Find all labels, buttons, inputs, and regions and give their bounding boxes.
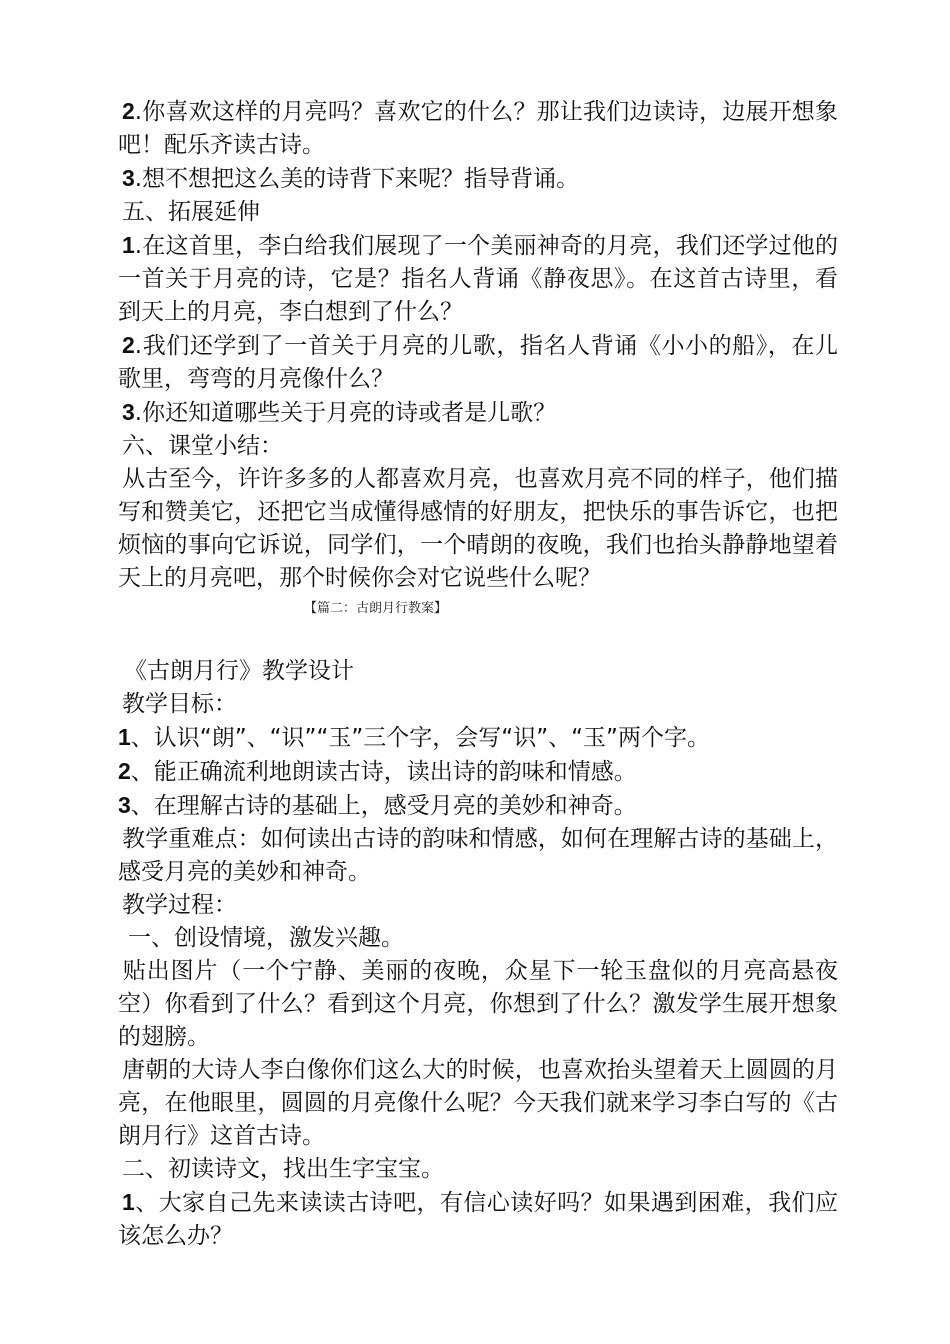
step-paragraph	[118, 955, 838, 1054]
step-heading-text: 一、创设情境，激发兴趣。	[128, 925, 404, 951]
item-number: 1	[122, 1189, 135, 1215]
item-text: .你还知道哪些关于月亮的诗或者是儿歌？	[134, 400, 557, 426]
summary-paragraph	[118, 463, 838, 595]
goals-heading	[118, 688, 838, 721]
step-paragraph	[118, 1054, 838, 1153]
list-item	[118, 789, 838, 823]
process-heading	[118, 889, 838, 922]
item-text: 、认识“朗”、“识”“玉”三个字，会写“识”、“玉”两个字。	[130, 725, 710, 751]
list-item	[118, 396, 838, 430]
item-text: .想不想把这么美的诗背下来呢？指导背诵。	[134, 166, 580, 192]
item-number: 2	[122, 332, 135, 358]
section-heading	[118, 430, 838, 463]
item-text: .你喜欢这样的月亮吗？喜欢它的什么？那让我们边读诗，边展开想象吧！配乐齐读古诗。	[118, 99, 838, 158]
design-title-text: 《古朗月行》教学设计	[124, 658, 354, 684]
list-item	[118, 95, 838, 162]
list-item	[118, 162, 838, 196]
list-item	[118, 329, 838, 396]
paragraph-text: 贴出图片（一个宁静、美丽的夜晚，众星下一轮玉盘似的月亮高悬夜空）你看到了什么？看到这个月亮，你想到了什么？激发学生展开想象的翅膀。	[118, 958, 838, 1050]
goals-heading-text: 教学目标：	[122, 691, 237, 717]
document-body	[118, 95, 838, 1253]
list-item	[118, 721, 838, 755]
section-heading-text: 五、拓展延伸	[122, 199, 260, 225]
design-title	[118, 655, 838, 688]
item-number: 3	[122, 399, 135, 425]
paragraph-text: 从古至今，许许多多的人都喜欢月亮，也喜欢月亮不同的样子，他们描写和赞美它，还把它当成懂得感情的好朋友，把快乐的事告诉它，也把烦恼的事向它诉说，同学们，一个晴朗的夜晚，我们也抬头静静地望着天上的月亮吧，那个时候你会对它说些什么呢？	[118, 466, 838, 591]
list-item	[118, 1186, 838, 1253]
item-text: .我们还学到了一首关于月亮的儿歌，指名人背诵《小小的船》，在儿歌里，弯弯的月亮像什么？	[118, 333, 838, 392]
paragraph-text: 唐朝的大诗人李白像你们这么大的时候，也喜欢抬头望着天上圆圆的月亮，在他眼里，圆圆的月亮像什么呢？今天我们就来学习李白写的《古朗月行》这首古诗。	[118, 1057, 838, 1149]
item-number: 2	[118, 758, 131, 784]
item-text: 、能正确流利地朗读古诗，读出诗的韵味和情感。	[130, 759, 637, 785]
section-heading	[118, 196, 838, 229]
section-caption: 【篇二：古朗月行教案】	[304, 601, 448, 616]
item-number: 2	[122, 98, 135, 124]
list-item	[118, 755, 838, 789]
step-heading-text: 二、初读诗文，找出生字宝宝。	[122, 1156, 444, 1182]
item-text: .在这首里，李白给我们展现了一个美丽神奇的月亮，我们还学过他的一首关于月亮的诗，它是？指名人背诵《静夜思》。在这首古诗里，看到天上的月亮，李白想到了什么？	[118, 233, 838, 325]
step-heading	[118, 1153, 838, 1186]
item-number: 3	[118, 792, 131, 818]
section-heading-text: 六、课堂小结：	[122, 433, 283, 459]
paragraph-text: 教学重难点：如何读出古诗的韵味和情感，如何在理解古诗的基础上，感受月亮的美妙和神奇。	[118, 826, 838, 885]
item-text: 、在理解古诗的基础上，感受月亮的美妙和神奇。	[130, 793, 637, 819]
item-number: 3	[122, 165, 135, 191]
key-points-paragraph	[118, 823, 838, 889]
process-heading-text: 教学过程：	[122, 892, 237, 918]
step-heading	[118, 922, 838, 955]
list-item	[118, 229, 838, 329]
item-number: 1	[118, 724, 131, 750]
item-text: 、大家自己先来读读古诗吧，有信心读好吗？如果遇到困难，我们应该怎么办？	[118, 1190, 838, 1249]
item-number: 1	[122, 232, 135, 258]
